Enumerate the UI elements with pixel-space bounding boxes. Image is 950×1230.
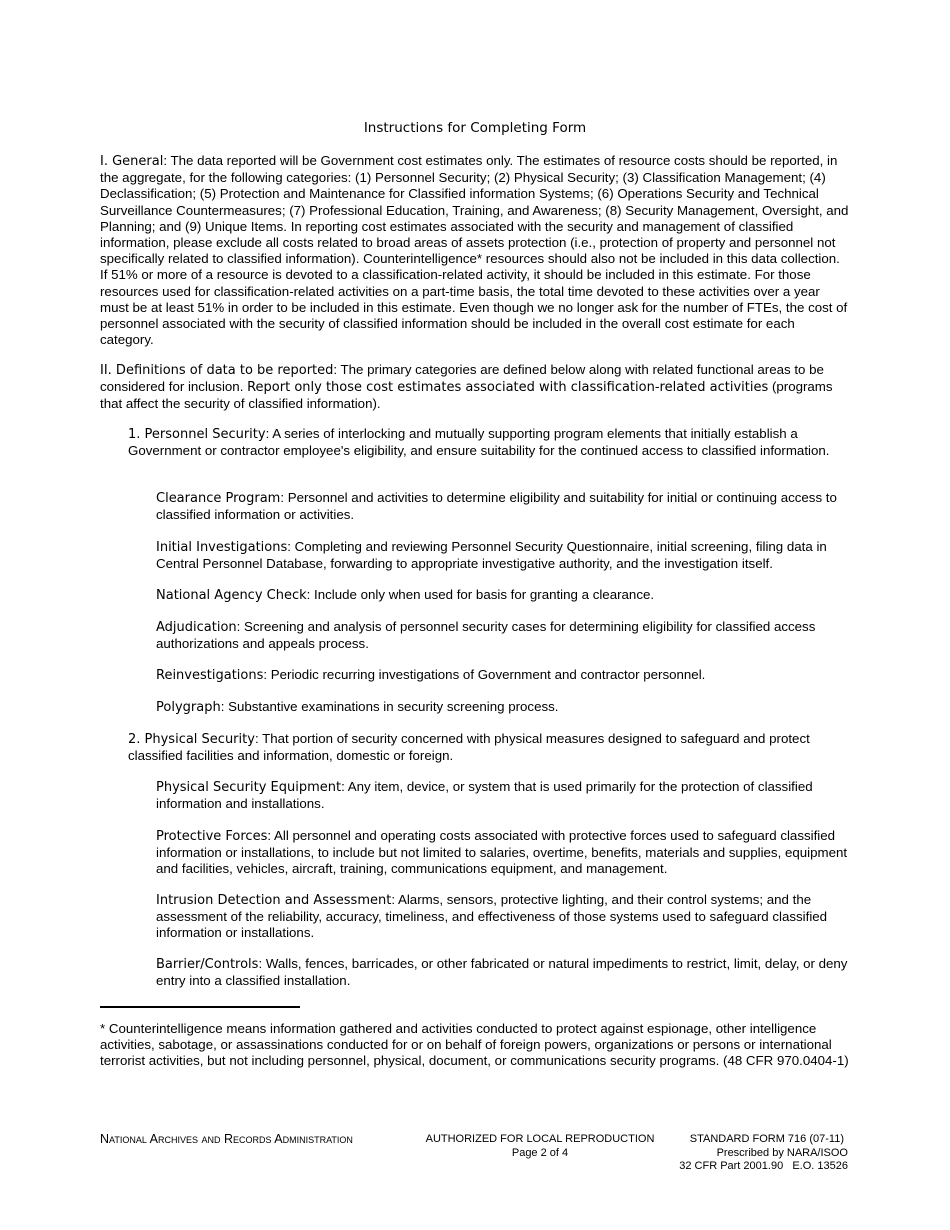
item-label: Physical Security Equipment (156, 780, 342, 795)
protective-forces-item (156, 828, 850, 878)
personnel-security-text: : A series of interlocking and mutually supporting program elements that initially establish a Government or contractor employee's eligibility, and ensure suitability for the continued access to classified information. (128, 426, 830, 459)
general-section (100, 153, 850, 348)
polygraph-item (156, 699, 850, 716)
footer-form-info (640, 1133, 848, 1174)
footnote: * Counterintelligence means information gathered and activities conducted to protect against espionage, other intelligence activities, sabotage, or assassinations conducted for or on behalf of foreign powers, organizations or persons or international terrorist activities, but not including personnel, physical, document, or communications security programs. (48 CFR 970.0404-1) (100, 1021, 849, 1069)
national-agency-check-item (156, 587, 850, 604)
item-label: National Agency Check (156, 588, 307, 603)
item-text: : Periodic recurring investigations of Government and contractor personnel. (263, 667, 706, 682)
item-text: : Include only when used for basis for granting a clearance. (306, 587, 655, 602)
clearance-program-item (156, 490, 850, 523)
page-number: Page 2 of 4 (511, 1146, 569, 1159)
adjudication-item (156, 619, 850, 652)
definitions-emphasis: Report only those cost estimates associated with classification-related activities (247, 380, 769, 396)
item-label: Intrusion Detection and Assessment (156, 893, 392, 908)
physical-security-text: : That portion of security concerned with physical measures designed to safeguard and protect classified facilities and information, domestic or foreign. (128, 731, 810, 764)
reinvestigations-item (156, 667, 850, 684)
item-label: Barrier/Controls (156, 957, 259, 972)
item-text: : Personnel and activities to determine eligibility and suitability for initial or continuing access to classified information or activities. (156, 490, 837, 523)
reproduction-notice: AUTHORIZED FOR LOCAL REPRODUCTION (425, 1133, 655, 1145)
item-label: Clearance Program (156, 491, 281, 506)
form-number: STANDARD FORM 716 (07-11) (689, 1133, 844, 1145)
item-text: : Screening and analysis of personnel security cases for determining eligibility for classified access authorizations and appeals process. (156, 619, 816, 652)
intrusion-detection-item (156, 892, 850, 942)
physical-security-section (128, 731, 848, 764)
definitions-tail: (programs that affect the security of classified information). (100, 379, 833, 412)
barrier-controls-item (156, 956, 850, 989)
general-label: I. General (100, 154, 164, 169)
footnote-divider (100, 1006, 300, 1008)
initial-investigations-item (156, 539, 850, 572)
item-text: : Substantive examinations in security screening process. (220, 699, 559, 714)
physical-security-equipment-item (156, 779, 850, 812)
definitions-section (100, 362, 850, 413)
personnel-security-label: 1. Personnel Security (128, 427, 266, 442)
footer-center (420, 1133, 660, 1160)
item-label: Adjudication (156, 620, 237, 635)
item-label: Reinvestigations (156, 668, 264, 683)
item-text: : Any item, device, or system that is used primarily for the protection of classified information and installations. (156, 779, 813, 812)
item-text: : Completing and reviewing Personnel Security Questionnaire, initial screening, filing data in Central Personnel Database, forwarding to appropriate investigative authority, and the investigation itself. (156, 539, 827, 572)
page-title: Instructions for Completing Form (363, 120, 587, 136)
definitions-text: : The primary categories are defined below along with related functional areas to be considered for inclusion. (100, 362, 824, 395)
personnel-security-section (128, 426, 848, 459)
prescribed-by: Prescribed by NARA/ISOO (716, 1146, 848, 1159)
item-label: Polygraph (156, 700, 221, 715)
item-label: Protective Forces (156, 829, 268, 844)
agency-name: National Archives and Records Administration (100, 1132, 353, 1146)
general-text: : The data reported will be Government cost estimates only. The estimates of resource costs should be reported, in the aggregate, for the following categories: (1) Personnel Security; (2) Physical Security; (3) Classification Management; (4) Declassification; (5) Protection and Maintenance for Classified information Systems; (6) Operations Security and Technical Surveillance Countermeasures; (7) Professional Education, Training, and Awareness; (8) Security Management, Oversight, and Planning; and (9) Unique Items. In reporting cost estimates associated with the security and management of classified information, please exclude all costs related to broad areas of assets protection (i.e., protection of property and personnel not specifically related to classified information). Counterintelligence* resources should also not be included in this data collection. If 51% or more of a resource is devoted to a classification-related activity, it should be included in this estimate. For those resources used for classification-related activities on a part-time basis, the total time devoted to these activities over a year must be at least 51% in order to be included in this estimate. Even though we no longer ask for the number of FTEs, the cost of personnel associated with the security of classified information should be included in the overall cost estimate for each category. (100, 153, 849, 348)
cfr-reference: 32 CFR Part 2001.90 E.O. 13526 (679, 1160, 848, 1172)
footer-agency (100, 1133, 410, 1148)
physical-security-label: 2. Physical Security (128, 732, 255, 747)
item-text: : Walls, fences, barricades, or other fabricated or natural impediments to restrict, limit, delay, or deny entry into a classified installation. (156, 956, 848, 989)
item-text: : All personnel and operating costs associated with protective forces used to safeguard classified information or installations, to include but not limited to salaries, overtime, benefits, materials and supplies, equipment and facilities, vehicles, aircraft, training, communications equipment, and management. (156, 828, 848, 877)
item-label: Initial Investigations (156, 540, 288, 555)
definitions-label: II. Definitions of data to be reported (100, 363, 334, 378)
item-text: : Alarms, sensors, protective lighting, and their control systems; and the assessment of the reliability, accuracy, timeliness, and effectiveness of those systems used to safeguard classified information or installations. (156, 892, 828, 941)
